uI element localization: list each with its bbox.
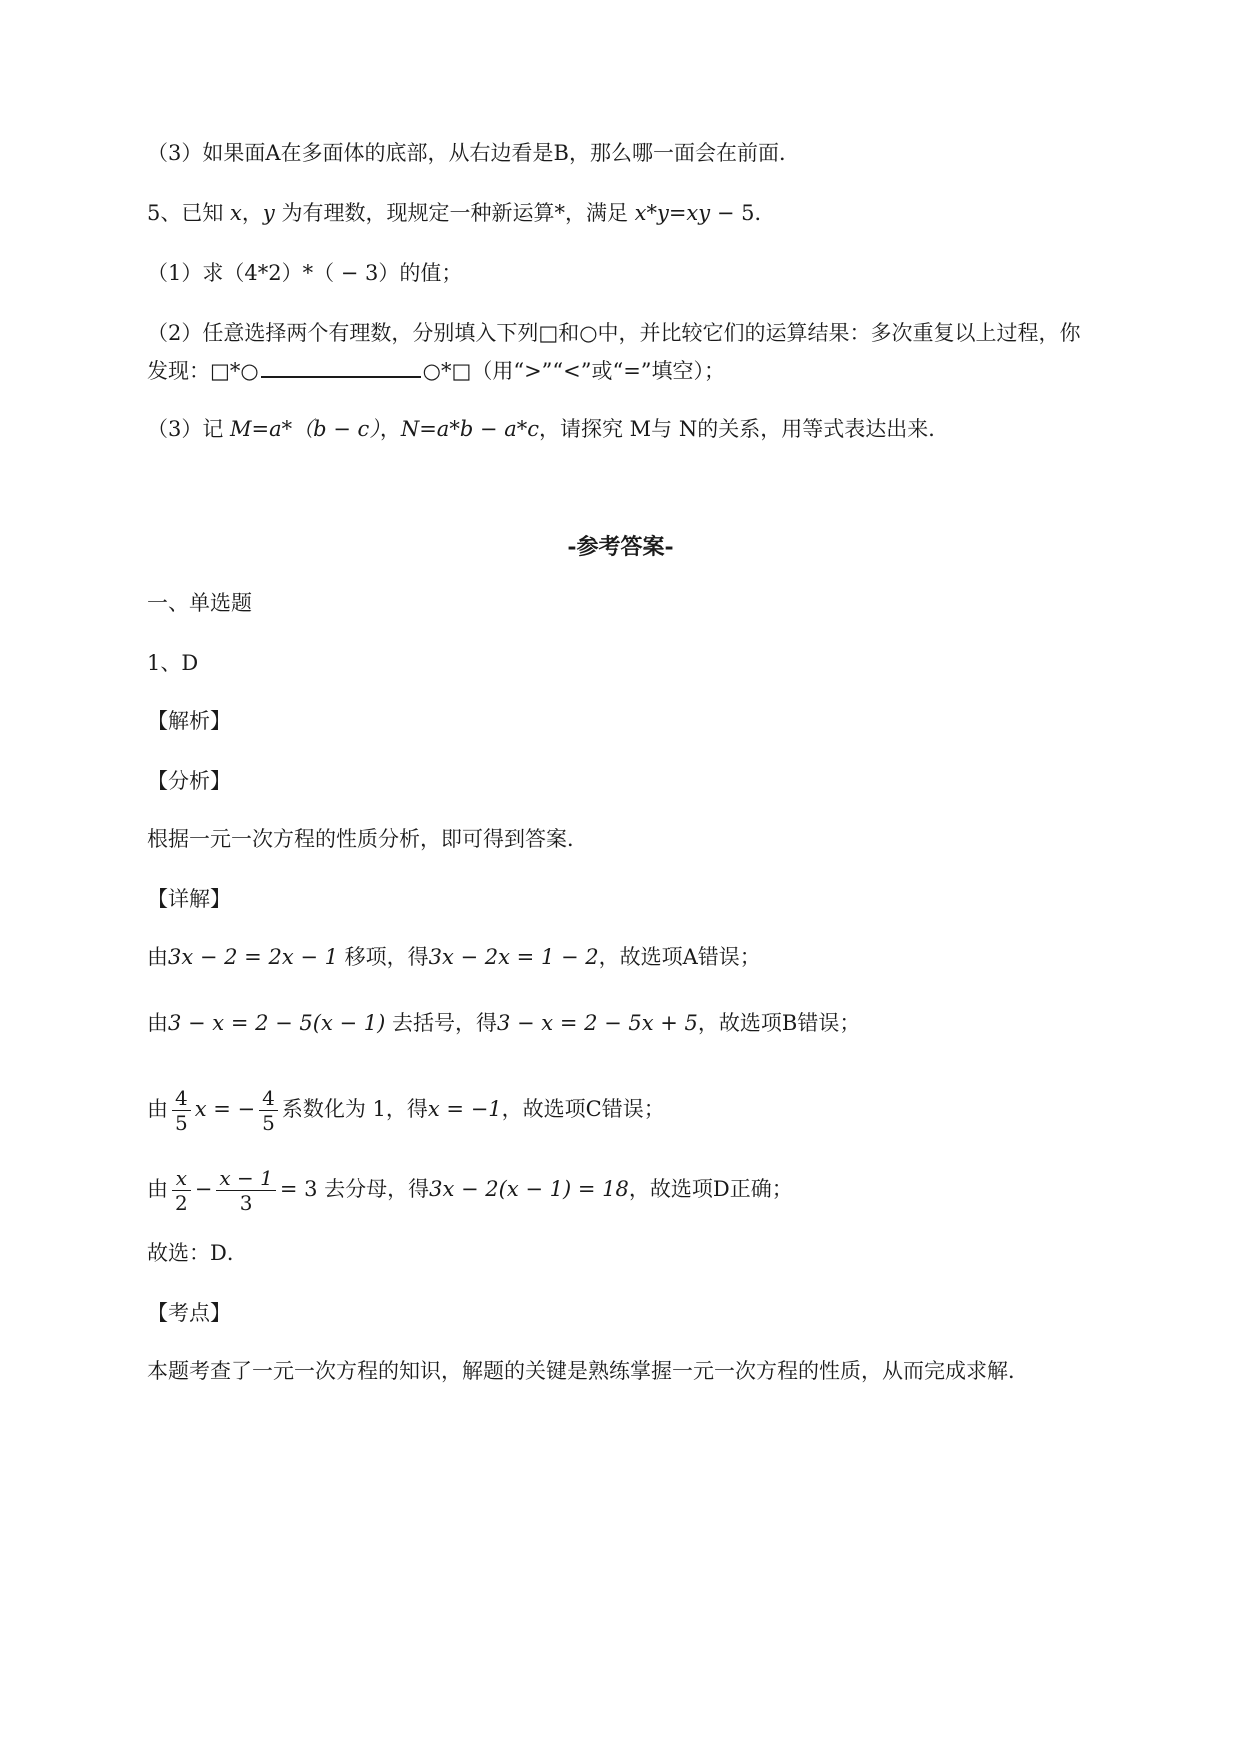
fraction: $\frac{4}{5}$ xyxy=(259,1086,278,1135)
question-5-part-1: （1）求（4*2）*（ − 3）的值； xyxy=(147,261,463,285)
fenxi-text: 根据一元一次方程的性质分析，即可得到答案． xyxy=(147,827,588,851)
question-5-part-3: （3）记 M=a*（b − c），N=a*b − a*c，请探究 M与 N的关系，用等式表达出来． xyxy=(147,417,950,441)
option-c-explanation: 由 $\frac{4}{5}$ x = − $\frac{4}{5}$ 系数化为 1，得x = −1，故选项C错误； xyxy=(147,1086,665,1135)
label-jiexi: 【解析】 xyxy=(147,709,231,733)
question-5-stem: 5、已知 x，y 为有理数，现规定一种新运算*，满足 x*y=xy − 5． xyxy=(147,201,776,225)
label-xiangjie: 【详解】 xyxy=(147,887,231,911)
conclusion: 故选：D． xyxy=(147,1241,248,1265)
answer-item-1: 1、D xyxy=(147,651,199,675)
option-b-explanation: 由3 − x = 2 − 5(x − 1) 去括号，得3 − x = 2 − 5x + 5，故选项B错误； xyxy=(147,1011,861,1035)
answer-title: -参考答案- xyxy=(567,534,674,560)
fill-in-blank xyxy=(261,358,421,378)
fraction: $\frac{4}{5}$ xyxy=(172,1086,191,1135)
question-4-part-3: （3）如果面A在多面体的底部，从右边看是B，那么哪一面会在前面． xyxy=(147,141,800,165)
option-d-explanation: 由 $\frac{x}{2}$ − $\frac{x - 1}{3}$ = 3 去分母，得3x − 2(x − 1) = 18，故选项D正确； xyxy=(147,1166,793,1215)
question-5-part-2-line-2: 发现：□*○ ○*□（用“>”“<”或“=”填空）； xyxy=(147,359,726,383)
question-5-part-2-line-1: （2）任意选择两个有理数，分别填入下列□和○中，并比较它们的运算结果：多次重复以上过程，你 xyxy=(147,321,1081,345)
label-kaodian: 【考点】 xyxy=(147,1301,231,1325)
kaodian-text: 本题考查了一元一次方程的知识，解题的关键是熟练掌握一元一次方程的性质，从而完成求解． xyxy=(147,1359,1029,1383)
section-heading: 一、单选题 xyxy=(147,591,252,615)
label-fenxi: 【分析】 xyxy=(147,769,231,793)
fraction: $\frac{x}{2}$ xyxy=(172,1166,191,1215)
option-a-explanation: 由3x − 2 = 2x − 1 移项，得3x − 2x = 1 − 2，故选项A错误； xyxy=(147,945,761,969)
fraction: $\frac{x - 1}{3}$ xyxy=(216,1166,275,1215)
